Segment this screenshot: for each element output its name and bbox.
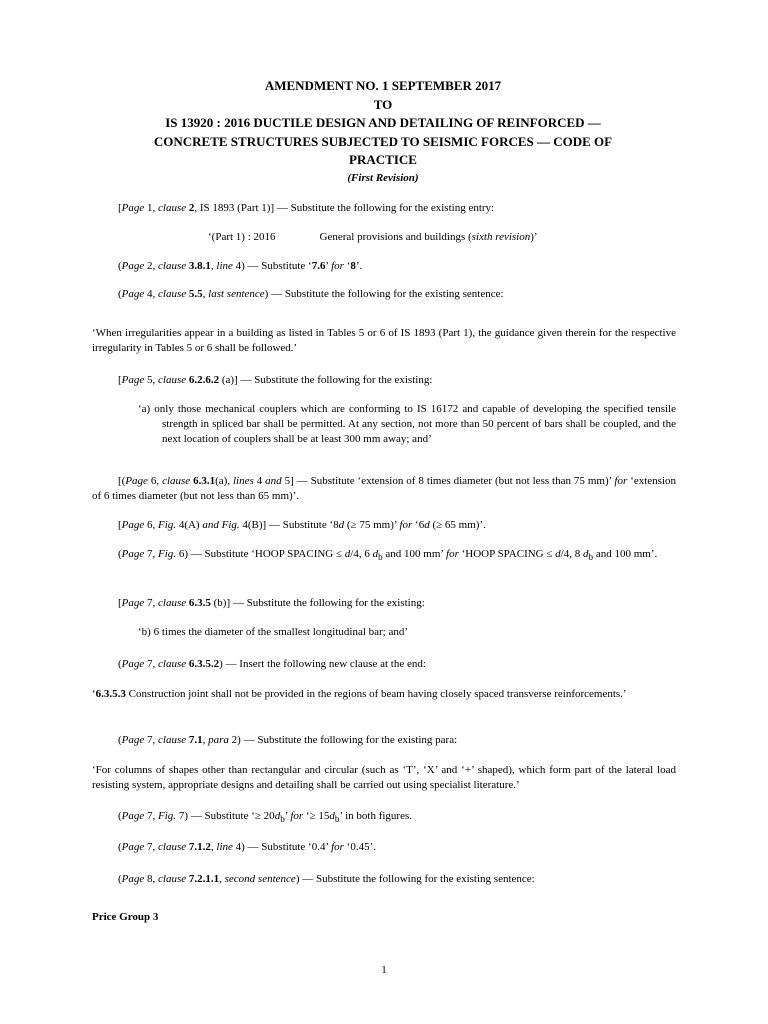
amendment-item-10-text: ‘For columns of shapes other than rectangular and circular (such as ‘T’, ‘X’ and ‘+’ shaped), which form part of the lateral load resisting system, appropriate designs and detailing shall be carried out using specialist literature.’ [92,764,676,791]
amendment-item-1: [Page 1, clause 2, IS 1893 (Part 1)] — Substitute the following for the existing entry: [118,202,495,214]
amendment-item-4: [Page 5, clause 6.2.6.2 (a)] — Substitute the following for the existing: [118,374,433,386]
amendment-item-5: [(Page 6, clause 6.3.1(a), lines 4 and 5] — Substitute ‘extension of 8 times diameter (but not less than 75 mm)’ for ‘extension of 6 times diameter (but not less than 65 mm)’. [92,475,677,502]
title-line-3: IS 13920 : 2016 DUCTILE DESIGN AND DETAILING OF REINFORCED — [165,115,601,130]
revision-label: (First Revision) [347,172,419,184]
title-line-1: AMENDMENT NO. 1 SEPTEMBER 2017 [264,78,502,93]
amendment-item-13: (Page 8, clause 7.2.1.1, second sentence) — Substitute the following for the existing sentence: [118,873,535,885]
amendment-item-8-text: ‘b) 6 times the diameter of the smallest longitudinal bar; and’ [138,626,409,638]
amendment-item-11: (Page 7, Fig. 7) — Substitute ‘≥ $20d_b$’ for ‘≥ $15d_b$’ in both figures. [118,810,413,825]
price-group: Price Group 3 [92,911,159,923]
amendment-item-2: (Page 2, clause 3.8.1, line 4) — Substitute ‘7.6’ for ‘8’. [118,260,363,272]
amendment-item-6: [Page 6, Fig. 4(A) and Fig. 4(B)] — Substitute ‘8d (≥ 75 mm)’ for ‘6d (≥ 65 mm)’. [118,519,486,531]
amendment-item-1-entry: ‘(Part 1) : 2016 General provisions and buildings (sixth revision)’ [208,231,538,243]
amendment-item-10: (Page 7, clause 7.1, para 2) — Substitute the following for the existing para: [118,734,458,746]
amendment-item-4-text: ‘a) only those mechanical couplers which are conforming to IS 16172 and capable of developing the specified tensile strength in spliced bar shall be permitted. At any section, not more than 50 percent of bars shall be coupled, and the next location of couplers shall be at least 300 mm away; and’ [138,403,676,445]
title-line-4: CONCRETE STRUCTURES SUBJECTED TO SEISMIC FORCES — CODE OF [153,133,613,149]
document-title [90,77,676,170]
amendment-item-7: (Page 7, Fig. 6) — Substitute ‘HOOP SPACING ≤ d/4, 6 $d_b$ and 100 mm’ for ‘HOOP SPACING ≤ d/4, 8 $d_b$ and 100 mm’. [118,548,658,563]
amendment-item-12: (Page 7, clause 7.1.2, line 4) — Substitute ‘0.4’ for ‘0.45’. [118,841,376,853]
page-number: 1 [381,964,387,976]
amendment-item-3-text: ‘When irregularities appear in a building as listed in Tables 5 or 6 of IS 1893 (Part 1), the guidance given therein for the respective irregularity in Tables 5 or 6 shall be followed.’ [92,327,676,354]
amendment-item-9-text: ‘6.3.5.3 Construction joint shall not be provided in the regions of beam having closely spaced transverse reinforcements.’ [92,688,627,700]
amendment-item-8: [Page 7, clause 6.3.5 (b)] — Substitute the following for the existing: [118,597,425,609]
title-line-5: PRACTICE [349,152,417,167]
amendment-item-9: (Page 7, clause 6.3.5.2) — Insert the following new clause at the end: [118,658,426,670]
title-line-2: TO [373,96,393,112]
amendment-item-3: (Page 4, clause 5.5, last sentence) — Substitute the following for the existing sentence: [118,288,504,300]
